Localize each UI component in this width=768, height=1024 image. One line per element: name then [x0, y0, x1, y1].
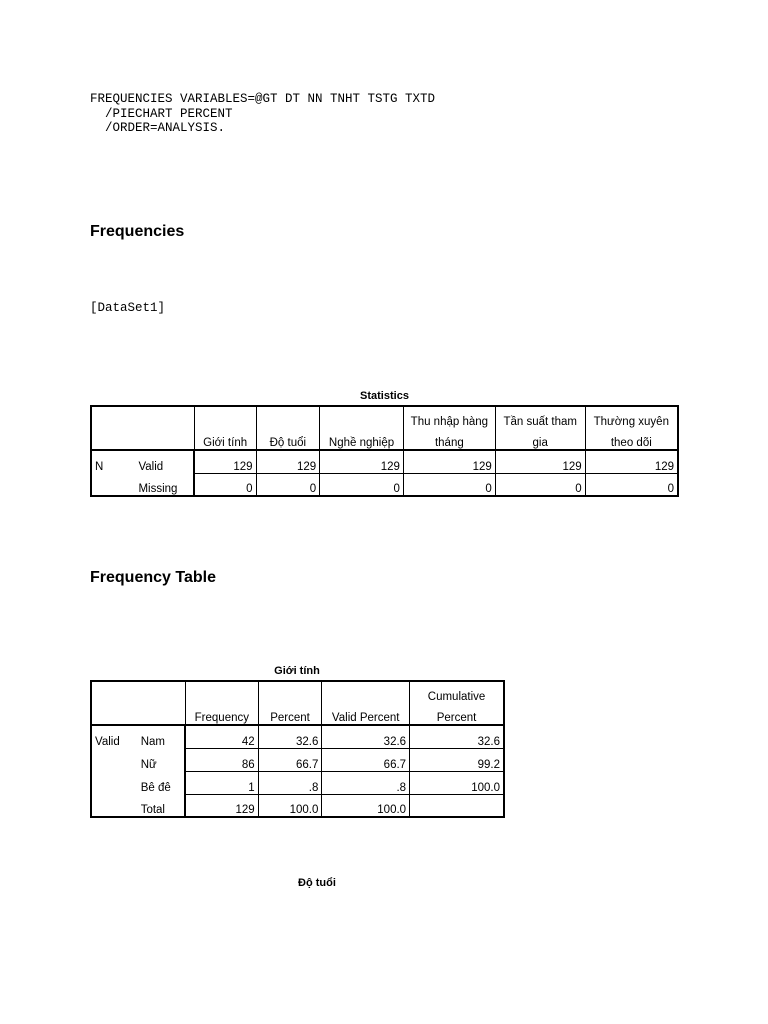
- syntax-line: /PIECHART PERCENT: [90, 106, 233, 121]
- do-tuoi-title: Độ tuổi: [298, 877, 336, 889]
- statistics-col-header-l2: Giới tính: [194, 428, 256, 450]
- statistics-row-group: N: [91, 450, 135, 473]
- gioi-tinh-cell: 32.6: [410, 725, 504, 748]
- gioi-tinh-cell: 100.0: [258, 794, 322, 817]
- dataset-label: [DataSet1]: [90, 301, 166, 315]
- statistics-cell: 129: [585, 450, 678, 473]
- gioi-tinh-cell: 86: [185, 748, 258, 771]
- statistics-cell: 0: [585, 473, 678, 496]
- cumulative-header-l1: Cumulative: [410, 681, 504, 703]
- gioi-tinh-cell: 32.6: [258, 725, 322, 748]
- gioi-tinh-title: Giới tính: [274, 665, 320, 677]
- percent-header: Percent: [258, 703, 322, 725]
- syntax-line: /ORDER=ANALYSIS.: [90, 121, 226, 135]
- gioi-tinh-cell: 1: [185, 771, 258, 794]
- statistics-cell: 0: [495, 473, 585, 496]
- syntax-line: FREQUENCIES VARIABLES=@GT DT NN TNHT TSTG TXTD: [90, 92, 436, 106]
- valid-percent-header: Valid Percent: [322, 703, 410, 725]
- gioi-tinh-row-label: Total: [138, 794, 186, 817]
- gioi-tinh-cell: .8: [258, 771, 322, 794]
- statistics-col-header-l2: Nghề nghiệp: [320, 428, 404, 450]
- statistics-col-header-l1: Thường xuyên: [585, 406, 678, 428]
- statistics-cell: 0: [256, 473, 320, 496]
- statistics-cell: 129: [320, 450, 404, 473]
- frequency-table-heading: Frequency Table: [90, 569, 216, 586]
- statistics-col-header-l1: Tần suất tham: [495, 406, 585, 428]
- syntax-block: [90, 92, 435, 136]
- statistics-col-header-l1: [194, 406, 256, 428]
- frequencies-heading: Frequencies: [90, 223, 185, 240]
- statistics-cell: 0: [403, 473, 495, 496]
- gioi-tinh-cell: .8: [322, 771, 410, 794]
- statistics-table: [90, 405, 679, 497]
- gioi-tinh-cell: 99.2: [410, 748, 504, 771]
- statistics-cell: 129: [233, 460, 253, 473]
- gioi-tinh-cell: 32.6: [322, 725, 410, 748]
- gioi-tinh-cell: 100.0: [322, 794, 410, 817]
- gioi-tinh-table: [90, 680, 505, 818]
- statistics-row-label: Missing: [135, 473, 194, 496]
- statistics-cell: 129: [256, 450, 320, 473]
- statistics-cell: 129: [495, 450, 585, 473]
- frequency-header: Frequency: [185, 703, 258, 725]
- gioi-tinh-cell: 100.0: [410, 771, 504, 794]
- statistics-col-header-l1: Thu nhập hàng: [403, 406, 495, 428]
- statistics-col-header-l1: [320, 406, 404, 428]
- gioi-tinh-row-label: Nữ: [138, 748, 186, 771]
- statistics-title: Statistics: [360, 390, 409, 402]
- statistics-cell: 0: [320, 473, 404, 496]
- gioi-tinh-row-label: Nam: [138, 725, 186, 748]
- gioi-tinh-cell: 42: [241, 735, 255, 748]
- statistics-col-header-l1: [256, 406, 320, 428]
- statistics-corner: [91, 406, 194, 450]
- statistics-col-header-l2: theo dõi: [585, 428, 678, 450]
- statistics-col-header-l2: gia: [495, 428, 585, 450]
- gioi-tinh-cell: 129: [185, 794, 258, 817]
- gioi-tinh-cell: 66.7: [258, 748, 322, 771]
- gioi-tinh-cell: [410, 794, 504, 817]
- gioi-tinh-row-group: Valid: [91, 725, 138, 748]
- statistics-col-header-l2: Độ tuổi: [256, 428, 320, 450]
- statistics-cell: 0: [194, 473, 256, 496]
- gioi-tinh-row-label: Bê đê: [138, 771, 186, 794]
- statistics-cell: 129: [403, 450, 495, 473]
- gioi-tinh-corner: [91, 681, 185, 725]
- statistics-row-label: Valid: [135, 450, 194, 473]
- gioi-tinh-cell: 66.7: [322, 748, 410, 771]
- cumulative-header-l2: Percent: [410, 703, 504, 725]
- statistics-col-header-l2: tháng: [403, 428, 495, 450]
